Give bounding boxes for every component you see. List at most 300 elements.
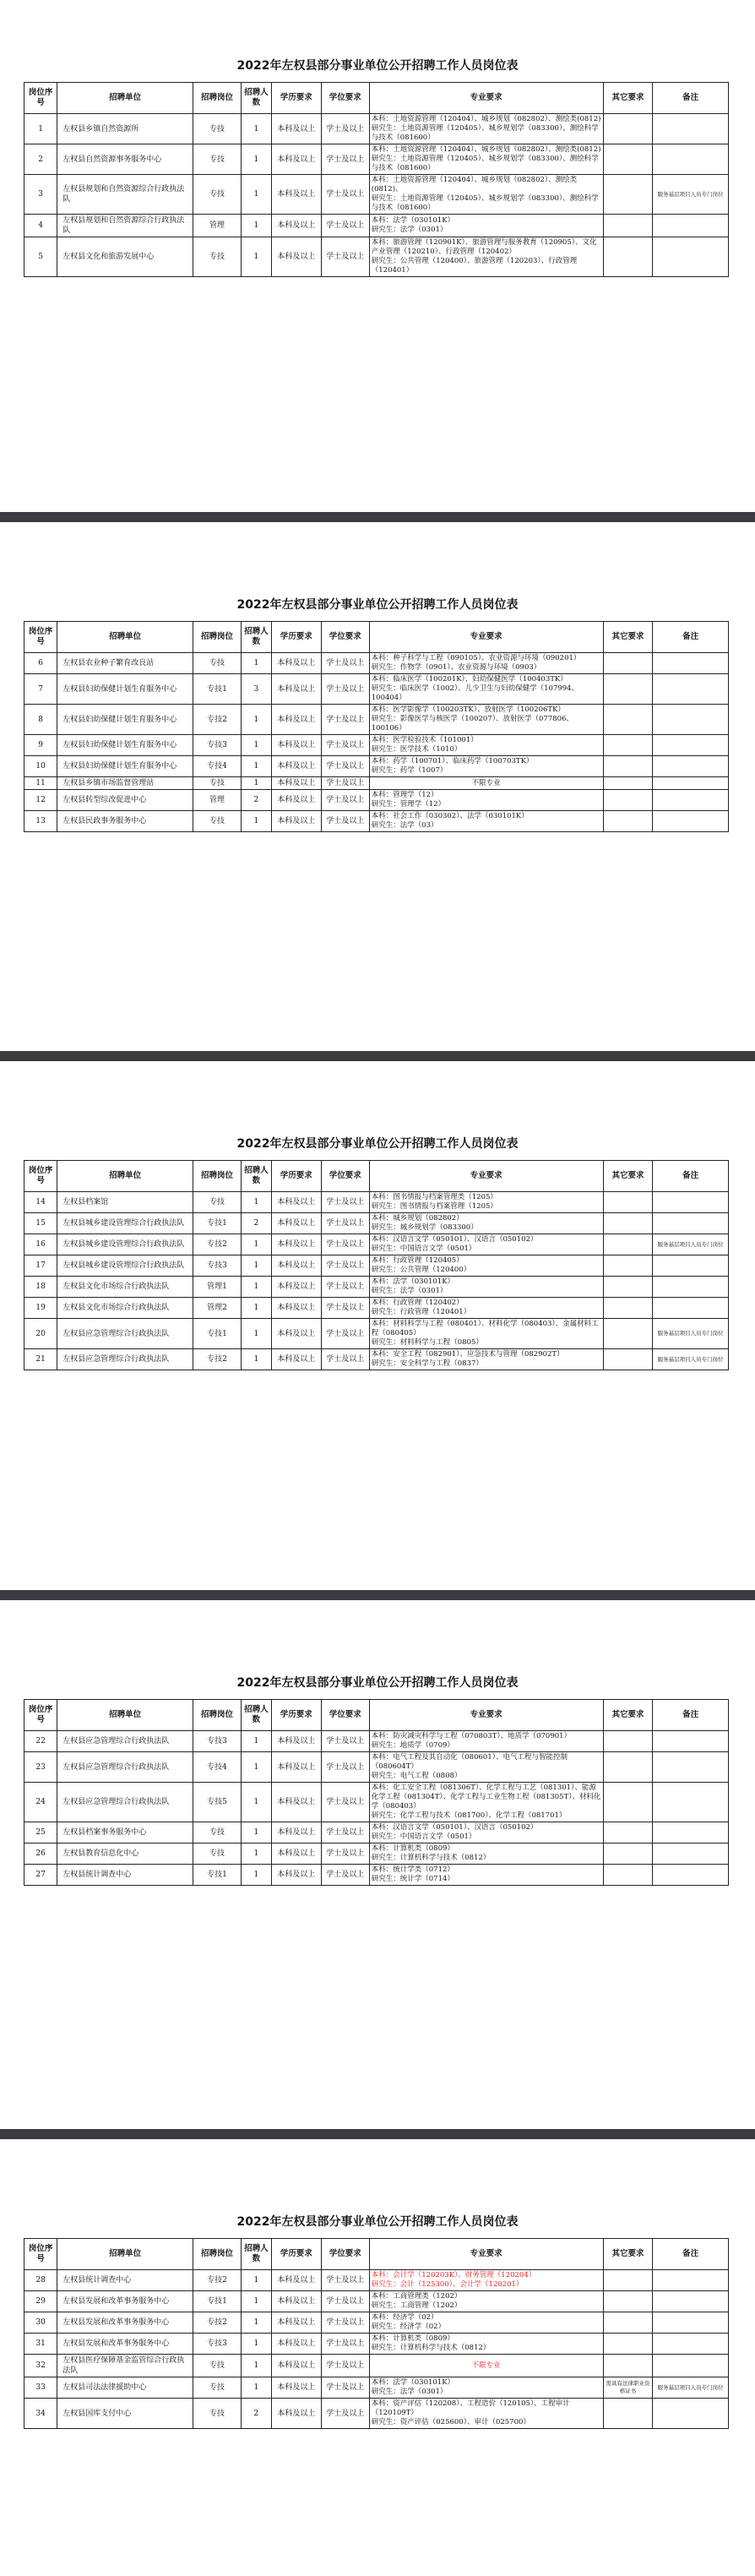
position-number: 12 xyxy=(24,790,57,811)
major-line: 研究生：材料科学与工程（0805） xyxy=(371,1338,483,1347)
education-requirement: 本科及以上 xyxy=(271,2291,321,2312)
position-number: 9 xyxy=(24,735,57,756)
recruiting-unit: 左权县城乡建设管理综合行政执法队 xyxy=(57,1234,193,1255)
major-requirement xyxy=(369,215,603,237)
column-header: 招聘单位 xyxy=(57,2239,193,2270)
headcount: 1 xyxy=(242,1783,272,1822)
table-header-row xyxy=(24,1161,729,1192)
column-header: 招聘人数 xyxy=(242,1700,272,1731)
major-line: 研究生：影像医学与核医学（100207）、放射医学（077806、100106） xyxy=(371,715,573,732)
column-header: 招聘岗位 xyxy=(193,622,241,653)
position-number: 2 xyxy=(24,144,57,175)
table-row xyxy=(24,175,729,215)
remark xyxy=(653,674,728,705)
column-header: 岗位序号 xyxy=(24,1161,57,1192)
major-line: 本科：安全工程（082901）、应急技术与管理（082902T） xyxy=(371,1350,564,1359)
headcount: 1 xyxy=(242,175,272,215)
major-line: 本科：汉语言文学（050101）、汉语言（050102） xyxy=(371,1823,538,1832)
recruiting-unit: 左权县文化市场综合行政执法队 xyxy=(57,1298,193,1319)
degree-requirement: 学士及以上 xyxy=(321,1298,369,1319)
major-requirement xyxy=(369,2355,603,2377)
column-header: 学位要求 xyxy=(321,83,369,114)
degree-requirement: 学士及以上 xyxy=(321,1277,369,1298)
major-line: 研究生：地质学（0709） xyxy=(371,1741,454,1750)
education-requirement: 本科及以上 xyxy=(271,1298,321,1319)
position-number: 29 xyxy=(24,2291,57,2312)
degree-requirement: 学士及以上 xyxy=(321,175,369,215)
column-header: 学历要求 xyxy=(271,1161,321,1192)
recruiting-unit: 左权县妇幼保健计划生育服务中心 xyxy=(57,705,193,735)
recruiting-unit: 左权县国库支付中心 xyxy=(57,2399,193,2429)
education-requirement: 本科及以上 xyxy=(271,1213,321,1234)
major-requirement xyxy=(369,1234,603,1255)
headcount: 2 xyxy=(242,790,272,811)
major-line: 研究生：电气工程（0808） xyxy=(371,1772,462,1780)
degree-requirement: 学士及以上 xyxy=(321,2270,369,2291)
major-line: 本科：计算机类（0809） xyxy=(371,1844,454,1853)
major-requirement xyxy=(369,2291,603,2312)
post-type: 专技1 xyxy=(193,2291,241,2312)
table-row xyxy=(24,2334,729,2355)
education-requirement: 本科及以上 xyxy=(271,1731,321,1752)
other-requirement xyxy=(603,1319,653,1349)
major-line: 研究生：法学（0301） xyxy=(371,1287,448,1295)
education-requirement: 本科及以上 xyxy=(271,1822,321,1844)
post-type: 专技5 xyxy=(193,1783,241,1822)
major-line: 研究生：法学（03） xyxy=(371,821,438,830)
education-requirement: 本科及以上 xyxy=(271,756,321,777)
other-requirement xyxy=(603,1865,653,1886)
recruiting-unit: 左权县司法法律援助中心 xyxy=(57,2377,193,2399)
other-requirement xyxy=(603,2399,653,2429)
education-requirement: 本科及以上 xyxy=(271,777,321,790)
column-header: 学历要求 xyxy=(271,622,321,653)
education-requirement: 本科及以上 xyxy=(271,2270,321,2291)
post-type: 专技3 xyxy=(193,735,241,756)
major-requirement xyxy=(369,735,603,756)
post-type: 专技 xyxy=(193,2355,241,2377)
major-line: 本科：法学（030101K） xyxy=(371,2378,455,2387)
position-number: 6 xyxy=(24,653,57,674)
education-requirement: 本科及以上 xyxy=(271,1319,321,1349)
column-header: 招聘岗位 xyxy=(193,2239,241,2270)
other-requirement xyxy=(603,1213,653,1234)
column-header: 学历要求 xyxy=(271,2239,321,2270)
major-requirement xyxy=(369,175,603,215)
position-number: 25 xyxy=(24,1822,57,1844)
headcount: 1 xyxy=(242,237,272,277)
recruiting-unit: 左权县档案馆 xyxy=(57,1192,193,1213)
column-header: 学位要求 xyxy=(321,1700,369,1731)
position-number: 28 xyxy=(24,2270,57,2291)
positions-table xyxy=(24,1699,729,1886)
recruiting-unit: 左权县应急管理综合行政执法队 xyxy=(57,1319,193,1349)
major-line: 本科：经济学（02） xyxy=(371,2313,438,2322)
major-line: 研究生：经济学（02） xyxy=(371,2323,446,2331)
recruiting-unit: 左权县文化和旅游发展中心 xyxy=(57,237,193,277)
other-requirement xyxy=(603,215,653,237)
table-header-row xyxy=(24,2239,729,2270)
education-requirement: 本科及以上 xyxy=(271,1844,321,1865)
recruiting-unit: 左权县教育信息化中心 xyxy=(57,1844,193,1865)
other-requirement xyxy=(603,2312,653,2334)
other-requirement xyxy=(603,1192,653,1213)
column-header: 专业要求 xyxy=(369,622,603,653)
remark xyxy=(653,1298,728,1319)
recruiting-unit: 左权县发展和改革事务服务中心 xyxy=(57,2334,193,2355)
education-requirement: 本科及以上 xyxy=(271,144,321,175)
column-header: 学位要求 xyxy=(321,1161,369,1192)
positions-table xyxy=(24,82,729,277)
table-row xyxy=(24,756,729,777)
post-type: 专技 xyxy=(193,144,241,175)
post-type: 专技3 xyxy=(193,2334,241,2355)
column-header: 招聘人数 xyxy=(242,2239,272,2270)
major-line: 研究生：药学（1007） xyxy=(371,766,448,775)
degree-requirement: 学士及以上 xyxy=(321,1319,369,1349)
other-requirement xyxy=(603,1783,653,1822)
position-number: 24 xyxy=(24,1783,57,1822)
column-header: 招聘单位 xyxy=(57,622,193,653)
remark xyxy=(653,811,728,832)
post-type: 专技 xyxy=(193,2399,241,2429)
major-requirement xyxy=(369,777,603,790)
major-requirement xyxy=(369,2312,603,2334)
positions-table xyxy=(24,2238,729,2429)
post-type: 专技 xyxy=(193,777,241,790)
major-line: 本科：化工安全工程（081306T）、化学工程与工艺（081301）、能源化学工程（081304T）、化学工程与工业生物工程（081305T）、材料化学（080403） xyxy=(371,1784,601,1811)
major-requirement xyxy=(369,1298,603,1319)
headcount: 1 xyxy=(242,2270,272,2291)
table-row xyxy=(24,811,729,832)
table-row xyxy=(24,237,729,277)
major-requirement xyxy=(369,1319,603,1349)
position-number: 33 xyxy=(24,2377,57,2399)
major-line: 本科：图书情报与档案管理类（1205） xyxy=(371,1193,497,1201)
major-requirement xyxy=(369,790,603,811)
major-line: 研究生：中国语言文学（0501） xyxy=(371,1244,476,1253)
major-line: 本科：资产评估（120208）、工程造价（120105）、工程审计（120109T） xyxy=(371,2399,570,2417)
major-line: 本科：法学（030101K） xyxy=(371,216,455,225)
other-requirement xyxy=(603,1822,653,1844)
headcount: 1 xyxy=(242,735,272,756)
major-line: 研究生：医学技术（1010） xyxy=(371,745,462,754)
education-requirement: 本科及以上 xyxy=(271,237,321,277)
degree-requirement: 学士及以上 xyxy=(321,653,369,674)
recruiting-unit: 左权县乡镇自然资源所 xyxy=(57,114,193,144)
table-row xyxy=(24,1349,729,1370)
column-header: 其它要求 xyxy=(603,622,653,653)
position-number: 20 xyxy=(24,1319,57,1349)
education-requirement: 本科及以上 xyxy=(271,674,321,705)
major-line: 研究生：公共管理（120400） xyxy=(371,1266,471,1274)
other-requirement xyxy=(603,114,653,144)
column-header: 招聘单位 xyxy=(57,1700,193,1731)
position-number: 8 xyxy=(24,705,57,735)
headcount: 1 xyxy=(242,114,272,144)
degree-requirement: 学士及以上 xyxy=(321,1844,369,1865)
remark xyxy=(653,1731,728,1752)
degree-requirement: 学士及以上 xyxy=(321,735,369,756)
page-separator xyxy=(0,1051,755,1061)
education-requirement: 本科及以上 xyxy=(271,1277,321,1298)
major-line: 研究生：法学（0301） xyxy=(371,226,448,234)
degree-requirement: 学士及以上 xyxy=(321,1752,369,1783)
post-type: 专技2 xyxy=(193,2270,241,2291)
positions-table xyxy=(24,621,729,832)
position-number: 17 xyxy=(24,1255,57,1277)
table-row xyxy=(24,2312,729,2334)
headcount: 1 xyxy=(242,1349,272,1370)
major-line: 研究生：土地资源管理（120405）、城乡规划学（083300）、测绘科学与技术（081600） xyxy=(371,155,599,172)
major-line: 研究生：计算机科学与技术（0812） xyxy=(371,2344,491,2352)
column-header: 招聘岗位 xyxy=(193,1161,241,1192)
recruiting-unit: 左权县文化市场综合行政执法队 xyxy=(57,1277,193,1298)
remark xyxy=(653,2355,728,2377)
major-requirement xyxy=(369,2377,603,2399)
table-row xyxy=(24,653,729,674)
other-requirement xyxy=(603,2334,653,2355)
remark: 服务基层项目人员专门岗位 xyxy=(653,1234,728,1255)
education-requirement: 本科及以上 xyxy=(271,790,321,811)
column-header: 备注 xyxy=(653,83,728,114)
column-header: 专业要求 xyxy=(369,1161,603,1192)
major-line: 不限专业 xyxy=(471,778,501,787)
column-header: 其它要求 xyxy=(603,1700,653,1731)
position-number: 14 xyxy=(24,1192,57,1213)
column-header: 备注 xyxy=(653,622,728,653)
major-requirement xyxy=(369,2399,603,2429)
headcount: 1 xyxy=(242,1822,272,1844)
other-requirement xyxy=(603,144,653,175)
headcount: 1 xyxy=(242,144,272,175)
major-line: 研究生：工商管理（1202） xyxy=(371,2301,462,2310)
page-separator xyxy=(0,1590,755,1600)
other-requirement xyxy=(603,2291,653,2312)
table-row xyxy=(24,2377,729,2399)
table-row xyxy=(24,1213,729,1234)
major-line: 本科：计算机类（0809） xyxy=(371,2334,454,2343)
table-row xyxy=(24,1319,729,1349)
recruiting-unit: 左权县发展和改革事务服务中心 xyxy=(57,2291,193,2312)
other-requirement xyxy=(603,790,653,811)
column-header: 岗位序号 xyxy=(24,2239,57,2270)
major-line: 研究生：安全科学与工程（0837） xyxy=(371,1359,483,1368)
post-type: 专技3 xyxy=(193,1731,241,1752)
other-requirement xyxy=(603,653,653,674)
major-line: 研究生：图书情报与档案管理（1205） xyxy=(371,1202,497,1211)
major-line: 研究生：计算机科学与技术（0812） xyxy=(371,1854,491,1862)
major-line: 本科：统计学类（0712） xyxy=(371,1865,454,1874)
table-header-row xyxy=(24,83,729,114)
major-requirement xyxy=(369,114,603,144)
position-number: 4 xyxy=(24,215,57,237)
education-requirement: 本科及以上 xyxy=(271,653,321,674)
major-line: 不限专业 xyxy=(471,2361,501,2370)
page-separator xyxy=(0,512,755,522)
column-header: 备注 xyxy=(653,1700,728,1731)
major-line: 研究生：作物学（0901）、农业资源与环境（0903） xyxy=(371,663,541,672)
education-requirement: 本科及以上 xyxy=(271,1234,321,1255)
post-type: 专技1 xyxy=(193,1319,241,1349)
degree-requirement: 学士及以上 xyxy=(321,1255,369,1277)
other-requirement xyxy=(603,1844,653,1865)
major-requirement xyxy=(369,1865,603,1886)
post-type: 管理2 xyxy=(193,1298,241,1319)
major-line: 本科：汉语言文学（050101）、汉语言（050102） xyxy=(371,1235,538,1244)
education-requirement: 本科及以上 xyxy=(271,175,321,215)
remark xyxy=(653,1865,728,1886)
degree-requirement: 学士及以上 xyxy=(321,215,369,237)
remark xyxy=(653,790,728,811)
other-requirement xyxy=(603,674,653,705)
degree-requirement: 学士及以上 xyxy=(321,1865,369,1886)
headcount: 2 xyxy=(242,2399,272,2429)
other-requirement xyxy=(603,811,653,832)
post-type: 专技 xyxy=(193,2377,241,2399)
post-type: 专技 xyxy=(193,114,241,144)
recruiting-unit: 左权县应急管理综合行政执法队 xyxy=(57,1783,193,1822)
headcount: 1 xyxy=(242,1234,272,1255)
remark xyxy=(653,1255,728,1277)
column-header: 备注 xyxy=(653,2239,728,2270)
remark xyxy=(653,144,728,175)
table-row xyxy=(24,215,729,237)
degree-requirement: 学士及以上 xyxy=(321,790,369,811)
education-requirement: 本科及以上 xyxy=(271,2355,321,2377)
post-type: 专技1 xyxy=(193,1865,241,1886)
degree-requirement: 学士及以上 xyxy=(321,237,369,277)
education-requirement: 本科及以上 xyxy=(271,2399,321,2429)
headcount: 1 xyxy=(242,756,272,777)
other-requirement: 需具有法律职业资格证书 xyxy=(603,2377,653,2399)
page-separator xyxy=(0,2129,755,2139)
table-row xyxy=(24,1844,729,1865)
education-requirement: 本科及以上 xyxy=(271,1865,321,1886)
table-row xyxy=(24,1298,729,1319)
position-number: 13 xyxy=(24,811,57,832)
recruiting-unit: 左权县妇幼保健计划生育服务中心 xyxy=(57,735,193,756)
major-requirement xyxy=(369,2334,603,2355)
major-requirement xyxy=(369,653,603,674)
major-line: 研究生：中国语言文学（0501） xyxy=(371,1833,476,1841)
column-header: 学历要求 xyxy=(271,1700,321,1731)
headcount: 1 xyxy=(242,1731,272,1752)
position-number: 11 xyxy=(24,777,57,790)
table-row xyxy=(24,2270,729,2291)
headcount: 1 xyxy=(242,2377,272,2399)
recruiting-unit: 左权县妇幼保健计划生育服务中心 xyxy=(57,674,193,705)
remark: 服务基层项目人员专门岗位 xyxy=(653,1349,728,1370)
positions-table xyxy=(24,1160,729,1370)
column-header: 岗位序号 xyxy=(24,622,57,653)
column-header: 学位要求 xyxy=(321,2239,369,2270)
other-requirement xyxy=(603,1234,653,1255)
table-row xyxy=(24,144,729,175)
column-header: 招聘人数 xyxy=(242,83,272,114)
post-type: 专技 xyxy=(193,175,241,215)
degree-requirement: 学士及以上 xyxy=(321,756,369,777)
column-header: 招聘人数 xyxy=(242,622,272,653)
position-number: 32 xyxy=(24,2355,57,2377)
post-type: 专技4 xyxy=(193,756,241,777)
degree-requirement: 学士及以上 xyxy=(321,1192,369,1213)
remark xyxy=(653,1822,728,1844)
degree-requirement: 学士及以上 xyxy=(321,1822,369,1844)
position-number: 5 xyxy=(24,237,57,277)
major-line: 本科：种子科学与工程（090105）、农业资源与环境（090201） xyxy=(371,654,581,662)
column-header: 专业要求 xyxy=(369,1700,603,1731)
table-row xyxy=(24,1783,729,1822)
table-row xyxy=(24,1234,729,1255)
column-header: 招聘单位 xyxy=(57,1161,193,1192)
major-line: 本科：电气工程及其自动化（080601）、电气工程与智能控制（080604T） xyxy=(371,1753,568,1771)
education-requirement: 本科及以上 xyxy=(271,2312,321,2334)
column-header: 招聘人数 xyxy=(242,1161,272,1192)
remark: 服务基层项目人员专门岗位 xyxy=(653,175,728,215)
degree-requirement: 学士及以上 xyxy=(321,114,369,144)
table-row xyxy=(24,777,729,790)
recruiting-unit: 左权县民政事务服务中心 xyxy=(57,811,193,832)
major-line: 研究生：公共管理（120400）、旅游管理（120203）、行政管理（120401） xyxy=(371,257,578,275)
position-number: 1 xyxy=(24,114,57,144)
other-requirement xyxy=(603,1255,653,1277)
degree-requirement: 学士及以上 xyxy=(321,674,369,705)
headcount: 1 xyxy=(242,1319,272,1349)
degree-requirement: 学士及以上 xyxy=(321,2334,369,2355)
position-number: 22 xyxy=(24,1731,57,1752)
page-title: 2022年左权县部分事业单位公开招聘工作人员岗位表 xyxy=(236,598,519,612)
remark xyxy=(653,735,728,756)
major-line: 本科：医学影像学（100203TK）、放射医学（100206TK） xyxy=(371,705,565,714)
column-header: 招聘岗位 xyxy=(193,1700,241,1731)
other-requirement xyxy=(603,2270,653,2291)
major-line: 本科：临床医学（100201K）、妇幼保健医学（100403TK） xyxy=(371,675,568,683)
table-header-row xyxy=(24,1700,729,1731)
degree-requirement: 学士及以上 xyxy=(321,1349,369,1370)
position-number: 15 xyxy=(24,1213,57,1234)
degree-requirement: 学士及以上 xyxy=(321,1213,369,1234)
major-line: 本科：材料科学与工程（080401）、材料化学（080403）、金属材料工程（080405） xyxy=(371,1320,599,1337)
table-row xyxy=(24,735,729,756)
table-row xyxy=(24,1822,729,1844)
post-type: 专技2 xyxy=(193,1234,241,1255)
remark xyxy=(653,114,728,144)
table-row xyxy=(24,114,729,144)
position-number: 7 xyxy=(24,674,57,705)
remark xyxy=(653,1277,728,1298)
column-header: 备注 xyxy=(653,1161,728,1192)
remark xyxy=(653,2312,728,2334)
major-requirement xyxy=(369,705,603,735)
major-requirement xyxy=(369,1822,603,1844)
position-number: 30 xyxy=(24,2312,57,2334)
headcount: 1 xyxy=(242,2312,272,2334)
recruiting-unit: 左权县农业种子繁育改良站 xyxy=(57,653,193,674)
column-header: 学历要求 xyxy=(271,83,321,114)
headcount: 1 xyxy=(242,2355,272,2377)
post-type: 专技3 xyxy=(193,1255,241,1277)
position-number: 16 xyxy=(24,1234,57,1255)
education-requirement: 本科及以上 xyxy=(271,2334,321,2355)
other-requirement xyxy=(603,1298,653,1319)
table-row xyxy=(24,1255,729,1277)
major-line: 本科：药学（100701）、临床药学（100703TK） xyxy=(371,757,534,765)
education-requirement: 本科及以上 xyxy=(271,811,321,832)
recruiting-unit: 左权县妇幼保健计划生育服务中心 xyxy=(57,756,193,777)
recruiting-unit: 左权县应急管理综合行政执法队 xyxy=(57,1752,193,1783)
degree-requirement: 学士及以上 xyxy=(321,2291,369,2312)
